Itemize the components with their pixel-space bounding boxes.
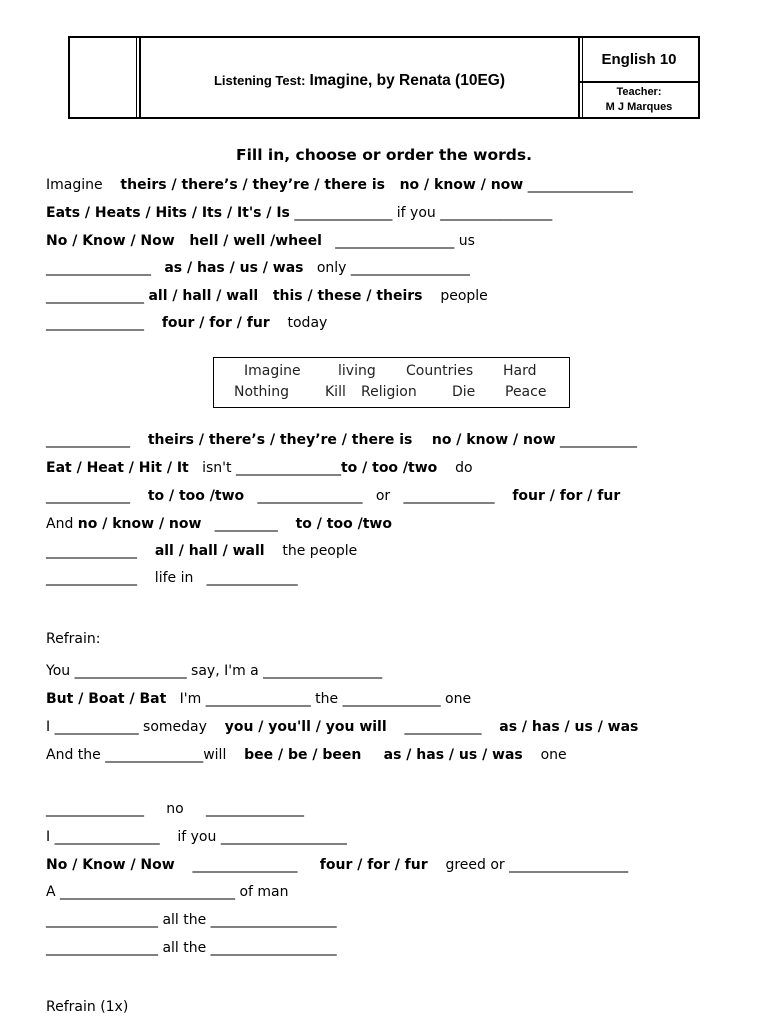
- line-text: And: [46, 516, 78, 532]
- word-box-item: Hard: [503, 363, 537, 379]
- exercise-line: [46, 460, 473, 476]
- line-text: _________: [201, 516, 296, 532]
- line-text: ________________ all the __________________: [46, 940, 337, 956]
- line-text: ____________: [46, 488, 148, 504]
- word-box-item: Kill: [325, 384, 346, 400]
- line-text: people: [422, 288, 488, 304]
- exercise-line: [46, 829, 347, 845]
- exercise-line: [46, 177, 633, 193]
- instruction-heading: Fill in, choose or order the words.: [235, 146, 532, 164]
- line-text: greed or _________________: [427, 857, 629, 873]
- line-text: [361, 747, 383, 763]
- exercise-line: [46, 315, 327, 331]
- exercise-line: [46, 663, 382, 679]
- line-text: isn't _______________: [188, 460, 341, 476]
- word-choice: No / Know / Now: [46, 857, 175, 873]
- exercise-line: [46, 857, 628, 873]
- line-text: _______________: [523, 177, 633, 193]
- line-text: ______________: [46, 315, 162, 331]
- subject-label: English 10: [580, 38, 698, 83]
- exercise-line: [46, 747, 567, 763]
- word-choice: Eat / Heat / Hit / It: [46, 460, 189, 476]
- exercise-line: [46, 631, 100, 647]
- exercise-line: [46, 691, 471, 707]
- word-box-item: living: [338, 363, 376, 379]
- line-text: A _________________________ of man: [46, 884, 289, 900]
- line-text: ______________: [46, 288, 149, 304]
- word-choice: as / has / us / was: [164, 260, 304, 276]
- line-text: _____________ life in _____________: [46, 570, 298, 586]
- test-title-prefix: Listening Test:: [213, 73, 306, 88]
- line-text: one: [522, 747, 567, 763]
- word-box-item: Religion: [361, 384, 417, 400]
- word-choice: theirs / there’s / they’re / there is no / know / now: [147, 432, 556, 448]
- exercise-line: [46, 940, 337, 956]
- exercise-line: [46, 432, 637, 448]
- line-text: only _________________: [303, 260, 470, 276]
- word-choice: all / hall / wall: [154, 543, 265, 559]
- test-title-main: Imagine, by Renata (10EG): [309, 71, 505, 89]
- exercise-line: [46, 999, 128, 1015]
- line-text: ___________: [555, 432, 637, 448]
- word-box-item: Imagine: [244, 363, 301, 379]
- word-choice: to / too /two: [295, 516, 392, 532]
- line-text: _________________ us: [321, 233, 475, 249]
- word-choice: as / has / us / was: [383, 747, 523, 763]
- line-text: _____________: [46, 543, 155, 559]
- line-text: _______________ or _____________: [244, 488, 513, 504]
- line-text: today: [269, 315, 328, 331]
- line-text: ______________ if you ________________: [289, 205, 553, 221]
- exercise-line: [46, 205, 552, 221]
- exercise-line: [46, 719, 638, 735]
- teacher-label: Teacher:: [616, 86, 662, 98]
- word-choice: as / has / us / was: [499, 719, 639, 735]
- line-text: And the ______________will: [46, 747, 245, 763]
- exercise-line: [46, 233, 475, 249]
- word-choice: theirs / there’s / they’re / there is no / know / now: [120, 177, 524, 193]
- test-title: [141, 38, 580, 117]
- word-choice: four / for / fur: [319, 857, 428, 873]
- line-text: I _______________ if you __________________: [46, 829, 347, 845]
- line-text: Refrain (1x): [46, 999, 129, 1015]
- word-box: [213, 357, 570, 408]
- header-info: [580, 38, 698, 117]
- word-box-item: Countries: [406, 363, 474, 379]
- line-text: the people: [264, 543, 358, 559]
- word-box-item: Nothing: [234, 384, 290, 400]
- teacher-name: M J Marques: [605, 101, 673, 113]
- exercise-line: [46, 543, 357, 559]
- line-text: ____________: [46, 432, 148, 448]
- word-box-item: Die: [452, 384, 476, 400]
- word-choice: bee / be / been: [244, 747, 362, 763]
- exercise-line: [46, 516, 392, 532]
- line-text: Refrain:: [46, 631, 101, 647]
- logo-cell: [70, 38, 141, 117]
- line-text: _______________: [46, 260, 165, 276]
- word-choice: Eats / Heats / Hits / Its / It's / Is: [46, 205, 290, 221]
- line-text: ______________ no ______________: [46, 801, 304, 817]
- word-box-item: Peace: [505, 384, 547, 400]
- word-choice: all / hall / wall this / these / theirs: [148, 288, 423, 304]
- line-text: You ________________ say, I'm a _________________: [46, 663, 383, 679]
- line-text: I ____________ someday: [46, 719, 225, 735]
- exercise-line: [46, 488, 620, 504]
- word-choice: But / Boat / Bat: [46, 691, 167, 707]
- line-text: do: [437, 460, 473, 476]
- exercise-line: [46, 288, 488, 304]
- word-choice: four / for / fur: [512, 488, 621, 504]
- exercise-line: [46, 912, 337, 928]
- word-choice: you / you'll / you will: [224, 719, 387, 735]
- word-choice: four / for / fur: [161, 315, 270, 331]
- exercise-line: [46, 260, 470, 276]
- teacher-info: [580, 83, 698, 117]
- line-text: ________________ all the __________________: [46, 912, 337, 928]
- line-text: _______________: [174, 857, 320, 873]
- header-table: [68, 36, 700, 119]
- exercise-line: [46, 801, 304, 817]
- exercise-line: [46, 570, 298, 586]
- line-text: I'm _______________ the ______________ one: [166, 691, 472, 707]
- word-choice: No / Know / Now hell / well /wheel: [46, 233, 322, 249]
- word-choice: to / too /two: [147, 488, 245, 504]
- exercise-line: [46, 884, 289, 900]
- line-text: Imagine: [46, 177, 121, 193]
- word-choice: to / too /two: [340, 460, 438, 476]
- word-choice: no / know / now: [77, 516, 202, 532]
- line-text: ___________: [386, 719, 500, 735]
